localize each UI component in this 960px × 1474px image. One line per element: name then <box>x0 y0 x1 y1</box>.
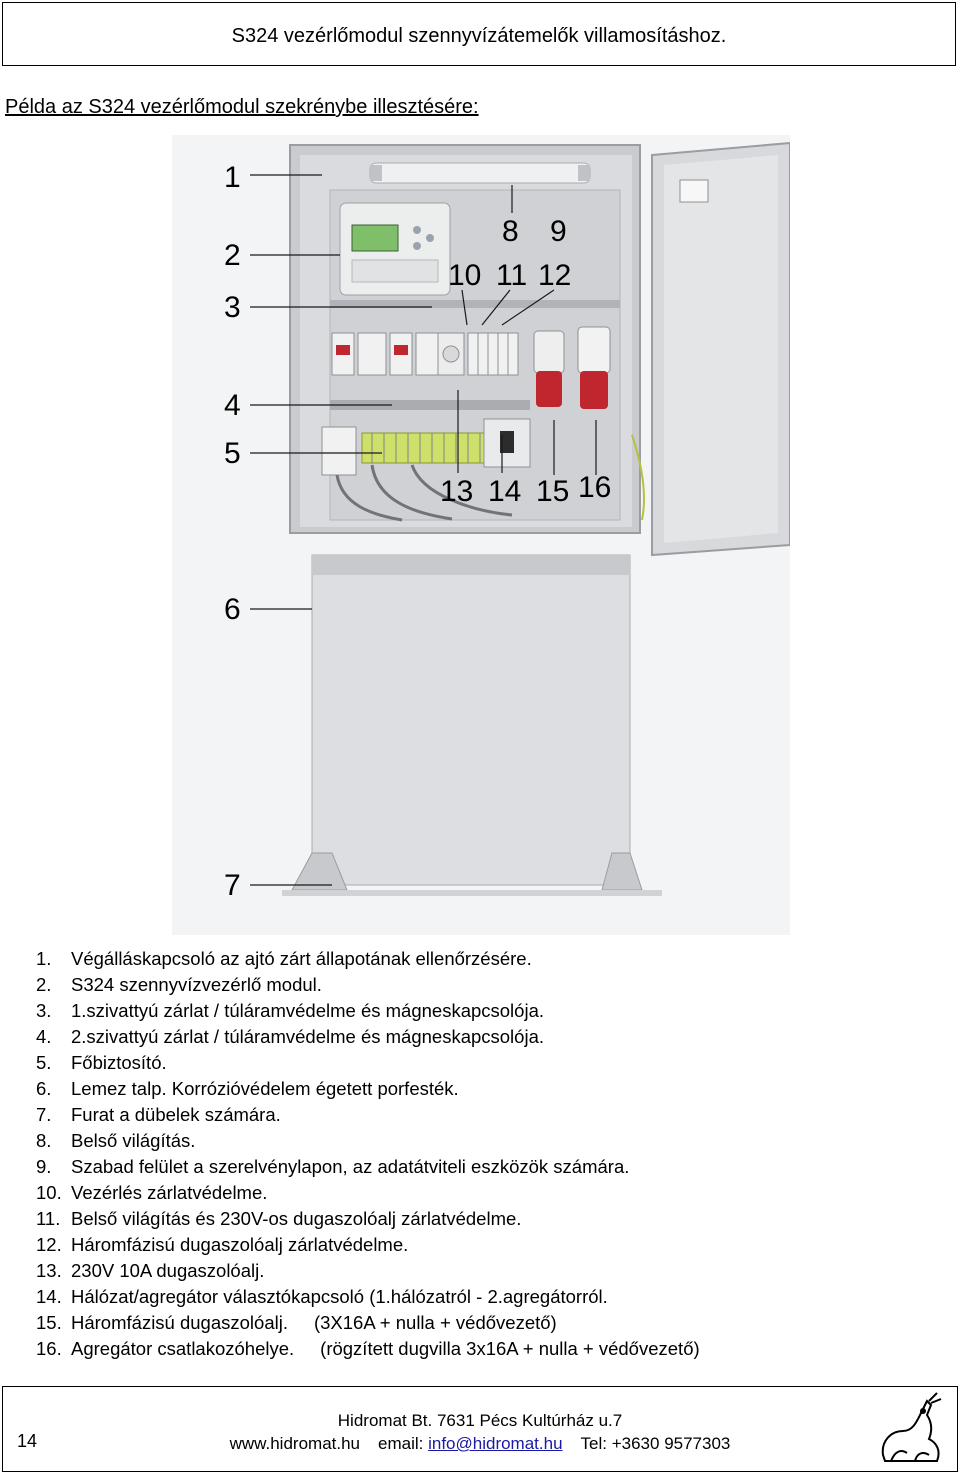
legend-item: 15. Háromfázisú dugaszolóalj. (3X16A + nulla + védővezető) <box>36 1312 557 1333</box>
legend-item: 13. 230V 10A dugaszolóalj. <box>36 1260 265 1281</box>
callout-16: 16 <box>578 471 612 504</box>
legend-item: 8. Belső világítás. <box>36 1130 196 1151</box>
callout-4: 4 <box>224 389 241 422</box>
callout-9: 9 <box>550 215 567 248</box>
legend-item: 16. Agregátor csatlakozóhelye. (rögzített dugvilla 3x16A + nulla + védővezető) <box>36 1338 700 1359</box>
cabinet-photo <box>172 135 790 935</box>
callout-6: 6 <box>224 593 241 626</box>
page-footer <box>2 1386 958 1472</box>
page-header <box>2 2 956 66</box>
email-label: email: <box>378 1434 424 1453</box>
pedestal <box>312 555 630 885</box>
callout-15: 15 <box>536 475 570 508</box>
callout-5: 5 <box>224 437 241 470</box>
legend-item: 1. Végálláskapcsoló az ajtó zárt állapotának ellenőrzésére. <box>36 948 532 969</box>
legend-item: 4. 2.szivattyú zárlat / túláramvédelme és mágneskapcsolója. <box>36 1026 544 1047</box>
callout-14: 14 <box>488 475 522 508</box>
legend-item: 14. Hálózat/agregátor választókapcsoló (1.hálózatról - 2.agregátorról. <box>36 1286 608 1307</box>
contact-line <box>3 1434 957 1454</box>
callout-13: 13 <box>440 475 474 508</box>
legend-item: 11. Belső világítás és 230V-os dugaszolóalj zárlatvédelme. <box>36 1208 522 1229</box>
interior-light <box>370 163 590 183</box>
company-address: Hidromat Bt. 7631 Pécs Kultúrház u.7 <box>337 1411 623 1430</box>
callout-8: 8 <box>502 215 519 248</box>
breaker-row <box>332 333 518 375</box>
legend-item: 7. Furat a dübelek számára. <box>36 1104 281 1125</box>
callout-7: 7 <box>224 869 241 902</box>
legend-item: 2. S324 szennyvízvezérlő modul. <box>36 974 322 995</box>
callout-11: 11 <box>496 259 528 292</box>
legend-list <box>36 946 700 1362</box>
callout-2: 2 <box>224 239 241 272</box>
frog-logo-icon <box>871 1391 949 1469</box>
header-title: S324 vezérlőmodul szennyvízátemelők villamosításhoz. <box>231 25 727 47</box>
legend-item: 3. 1.szivattyú zárlat / túláramvédelme és mágneskapcsolója. <box>36 1000 544 1021</box>
page-number: 14 <box>17 1431 38 1451</box>
website-link[interactable]: www.hidromat.hu <box>229 1434 360 1453</box>
callout-10: 10 <box>448 259 482 292</box>
legend-item: 12. Háromfázisú dugaszolóalj zárlatvédelme. <box>36 1234 409 1255</box>
legend-item: 5. Főbiztosító. <box>36 1052 167 1073</box>
legend-item: 6. Lemez talp. Korrózióvédelem égetett porfesték. <box>36 1078 459 1099</box>
legend-item: 9. Szabad felület a szerelvénylapon, az adatátviteli eszközök számára. <box>36 1156 630 1177</box>
callout-12: 12 <box>538 259 572 292</box>
legend-item: 10. Vezérlés zárlatvédelme. <box>36 1182 268 1203</box>
section-subtitle: Példa az S324 vezérlőmodul szekrénybe illesztésére: <box>5 96 479 118</box>
email-link[interactable]: info@hidromat.hu <box>428 1434 563 1453</box>
callout-1: 1 <box>224 161 241 194</box>
phone-number: Tel: +3630 9577303 <box>580 1434 731 1453</box>
callout-3: 3 <box>224 291 241 324</box>
